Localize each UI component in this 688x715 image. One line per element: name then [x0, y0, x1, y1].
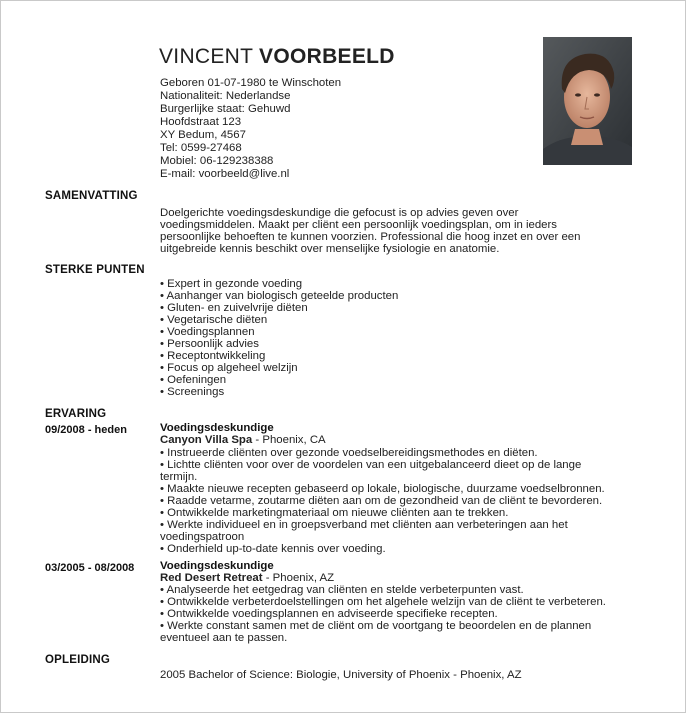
strength-item: • Persoonlijk advies — [160, 338, 259, 350]
job-company-line — [160, 572, 334, 584]
job-company: Red Desert Retreat — [160, 572, 263, 584]
job-dates: 03/2005 - 08/2008 — [45, 562, 135, 574]
info-street: Hoofdstraat 123 — [160, 116, 242, 128]
summary-line: Doelgerichte voedingsdeskundige die gefocust is op advies geven over — [160, 207, 519, 219]
job-bullet: • Instrueerde cliënten over gezonde voedselbereidingsmethodes en diëten. — [160, 447, 538, 459]
profile-photo — [543, 37, 632, 165]
first-name: VINCENT — [159, 45, 253, 68]
candidate-name — [159, 45, 395, 69]
job-title: Voedingsdeskundige — [160, 422, 274, 434]
section-heading-strengths: STERKE PUNTEN — [45, 264, 145, 276]
section-heading-education: OPLEIDING — [45, 654, 111, 666]
info-nationality: Nationaliteit: Nederlandse — [160, 90, 291, 102]
strength-item: • Focus op algeheel welzijn — [160, 362, 298, 374]
info-email: E-mail: voorbeeld@live.nl — [160, 168, 290, 180]
last-name: VOORBEELD — [259, 45, 395, 68]
job-bullet: • Werkte individueel en in groepsverband met cliënten aan verbeteringen aan het — [160, 519, 568, 531]
job-bullet: • Ontwikkelde marketingmateriaal om nieuwe cliënten aan te trekken. — [160, 507, 509, 519]
section-heading-summary: SAMENVATTING — [45, 190, 138, 202]
strength-item: • Receptontwikkeling — [160, 350, 266, 362]
job-company: Canyon Villa Spa — [160, 434, 253, 446]
job-bullet: • Analyseerde het eetgedrag van cliënten en stelde verbeterpunten vast. — [160, 584, 524, 596]
info-marital-status: Burgerlijke staat: Gehuwd — [160, 103, 291, 115]
info-phone: Tel: 0599-27468 — [160, 142, 242, 154]
strength-item: • Expert in gezonde voeding — [160, 278, 303, 290]
info-mobile: Mobiel: 06-129238388 — [160, 155, 274, 167]
job-bullet: • Onderhield up-to-date kennis over voeding. — [160, 543, 386, 555]
education-line: 2005 Bachelor of Science: Biologie, University of Phoenix - Phoenix, AZ — [160, 669, 522, 681]
info-city: XY Bedum, 4567 — [160, 129, 246, 141]
job-bullet: • Lichtte cliënten voor over de voordelen van een uitgebalanceerd dieet op de lange — [160, 459, 582, 471]
strength-item: • Gluten- en zuivelvrije diëten — [160, 302, 308, 314]
strength-item: • Oefeningen — [160, 374, 227, 386]
strength-item: • Voedingsplannen — [160, 326, 255, 338]
job-location: - Phoenix, AZ — [262, 572, 335, 584]
job-bullet: • Maakte nieuwe recepten gebaseerd op lokale, biologische, duurzame voedselbronnen. — [160, 483, 605, 495]
summary-line: persoonlijke behoeften te kunnen voorzien. Professional die hoog inzet en over een — [160, 231, 581, 243]
job-bullet: • Ontwikkelde voedingsplannen en adviseerde specifieke recepten. — [160, 608, 498, 620]
job-dates: 09/2008 - heden — [45, 424, 127, 436]
summary-line: uitgebreide kennis beschikt over menselijke fysiologie en anatomie. — [160, 243, 500, 255]
job-bullet: • Raadde vetarme, zoutarme diëten aan om de gezondheid van de cliënt te bevorderen. — [160, 495, 603, 507]
summary-line: voedingsmiddelen. Maakt per cliënt een persoonlijk voedingsplan, om in ieders — [160, 219, 558, 231]
strength-item: • Screenings — [160, 386, 225, 398]
job-bullet: • Werkte constant samen met de cliënt om de voortgang te beoordelen en de plannen — [160, 620, 592, 632]
job-bullet: voedingspatroon — [160, 531, 245, 543]
job-company-line — [160, 434, 326, 446]
job-bullet: termijn. — [160, 471, 198, 483]
job-title: Voedingsdeskundige — [160, 560, 274, 572]
job-bullet: eventueel aan te passen. — [160, 632, 288, 644]
info-birth: Geboren 01-07-1980 te Winschoten — [160, 77, 342, 89]
section-heading-experience: ERVARING — [45, 408, 107, 420]
job-bullet: • Ontwikkelde verbeterdoelstellingen om het algehele welzijn van de cliënt te verbeteren. — [160, 596, 606, 608]
strength-item: • Aanhanger van biologisch geteelde producten — [160, 290, 399, 302]
strength-item: • Vegetarische diëten — [160, 314, 268, 326]
job-location: - Phoenix, CA — [252, 434, 326, 446]
